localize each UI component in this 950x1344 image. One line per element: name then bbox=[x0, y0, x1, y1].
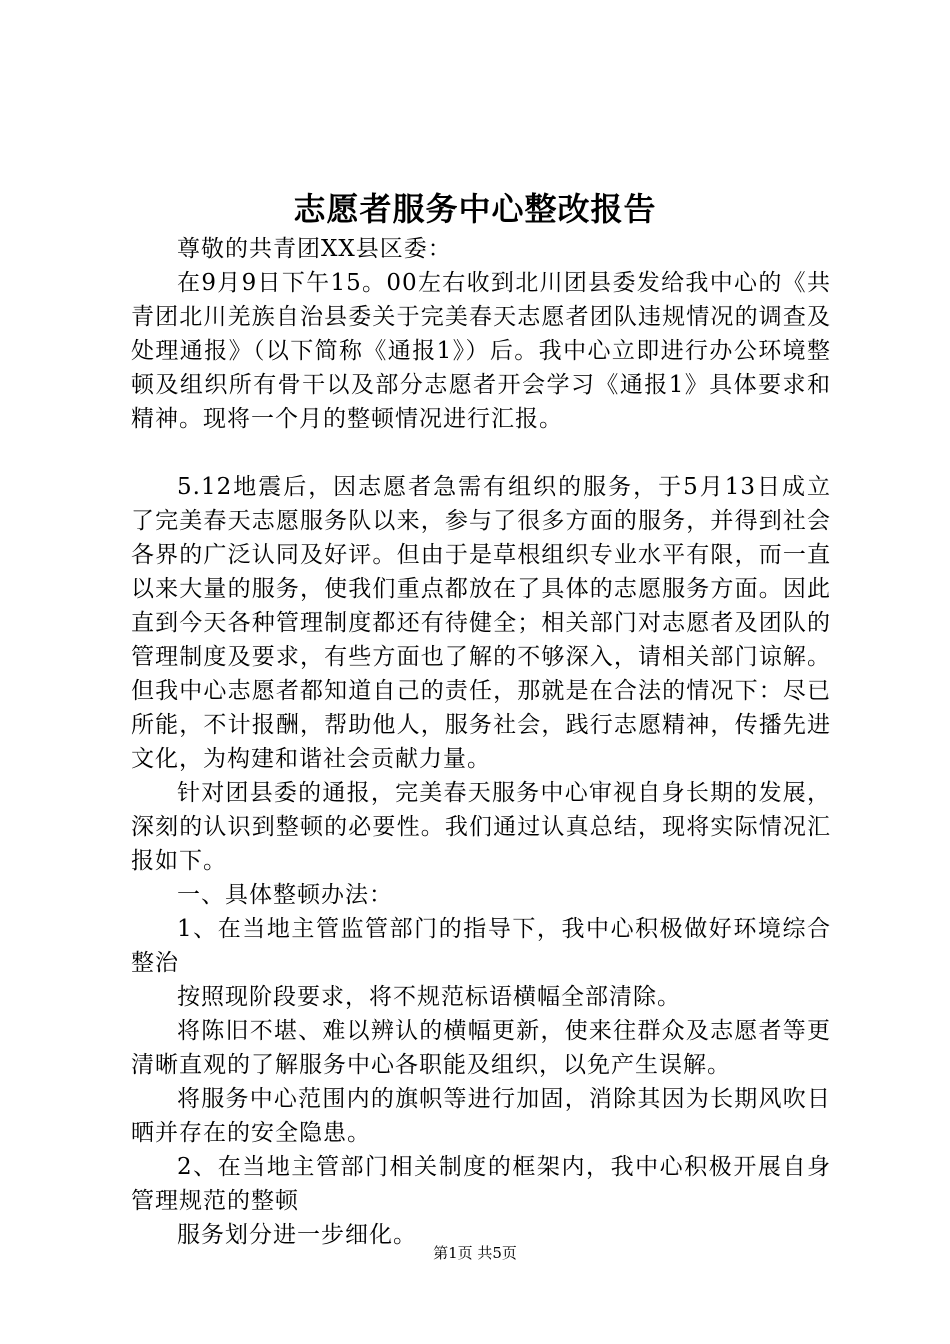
document-title: 志愿者服务中心整改报告 bbox=[293, 190, 657, 228]
paragraph: 将陈旧不堪、难以辨认的横幅更新，使来往群众及志愿者等更清晰直观的了解服务中心各职能及组织，以免产生误解。 bbox=[131, 1018, 831, 1078]
document-body bbox=[131, 232, 831, 1252]
paragraph: 1、在当地主管监管部门的指导下，我中心积极做好环境综合整治 bbox=[131, 916, 831, 976]
salutation: 尊敬的共青团XX县区委： bbox=[177, 236, 452, 262]
paragraph: 服务划分进一步细化。 bbox=[177, 1222, 417, 1248]
paragraph: 5.12地震后，因志愿者急需有组织的服务，于5月13日成立了完美春天志愿服务队以来，参与了很多方面的服务，并得到社会各界的广泛认同及好评。但由于是草根组织专业水平有限，而一直以来大量的服务，使我们重点都放在了具体的志愿服务方面。因此直到今天各种管理制度都还有待健全；相关部门对志愿者及团队的管理制度及要求，有些方面也了解的不够深入，请相关部门谅解。但我中心志愿者都知道自己的责任，那就是在合法的情况下：尽已所能，不计报酬，帮助他人，服务社会，践行志愿精神，传播先进文化，为构建和谐社会贡献力量。 bbox=[131, 474, 831, 772]
paragraph: 2、在当地主管部门相关制度的框架内，我中心积极开展自身管理规范的整顿 bbox=[131, 1154, 831, 1214]
paragraph: 在9月9日下午15。00左右收到北川团县委发给我中心的《共青团北川羌族自治县委关于完美春天志愿者团队违规情况的调查及处理通报》（以下简称《通报1》）后。我中心立即进行办公环境整顿及组织所有骨干以及部分志愿者开会学习《通报1》具体要求和精神。现将一个月的整顿情况进行汇报。 bbox=[131, 270, 831, 432]
paragraph: 将服务中心范围内的旗帜等进行加固，消除其因为长期风吹日晒并存在的安全隐患。 bbox=[131, 1086, 831, 1146]
paragraph: 针对团县委的通报，完美春天服务中心审视自身长期的发展，深刻的认识到整顿的必要性。我们通过认真总结，现将实际情况汇报如下。 bbox=[131, 780, 831, 874]
page-footer: 第1页 共5页 bbox=[433, 1244, 517, 1262]
section-heading: 一、具体整顿办法： bbox=[177, 882, 393, 908]
paragraph: 按照现阶段要求，将不规范标语横幅全部清除。 bbox=[177, 984, 681, 1010]
